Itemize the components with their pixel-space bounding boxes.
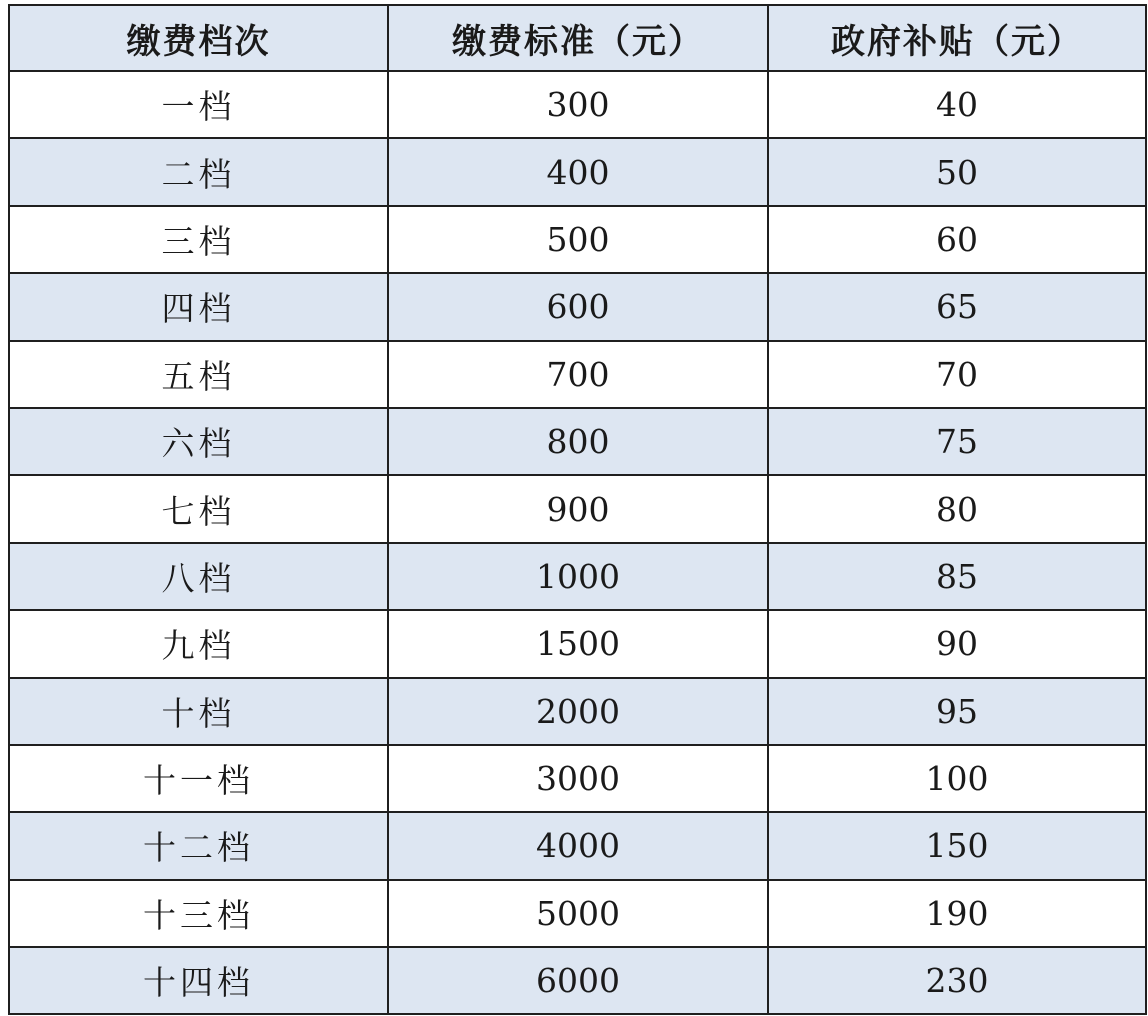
subsidy-cell: 50 — [768, 138, 1146, 205]
subsidy-cell: 100 — [768, 745, 1146, 812]
standard-cell: 600 — [388, 273, 768, 340]
column-header-subsidy: 政府补贴（元） — [768, 5, 1146, 71]
table-row — [9, 341, 1146, 408]
level-cell: 三档 — [9, 206, 388, 273]
standard-cell: 400 — [388, 138, 768, 205]
standard-cell: 5000 — [388, 880, 768, 947]
table-row — [9, 273, 1146, 340]
standard-cell: 900 — [388, 475, 768, 542]
table-row — [9, 138, 1146, 205]
subsidy-cell: 60 — [768, 206, 1146, 273]
subsidy-cell: 95 — [768, 678, 1146, 745]
subsidy-cell: 85 — [768, 543, 1146, 610]
standard-cell: 1500 — [388, 610, 768, 677]
table-container — [8, 4, 1145, 1014]
standard-cell: 700 — [388, 341, 768, 408]
level-cell: 八档 — [9, 543, 388, 610]
level-cell: 十档 — [9, 678, 388, 745]
standard-cell: 6000 — [388, 947, 768, 1014]
subsidy-cell: 40 — [768, 71, 1146, 138]
level-cell: 四档 — [9, 273, 388, 340]
level-cell: 六档 — [9, 408, 388, 475]
level-cell: 九档 — [9, 610, 388, 677]
table-row — [9, 206, 1146, 273]
level-cell: 七档 — [9, 475, 388, 542]
table-row — [9, 745, 1146, 812]
table-row — [9, 408, 1146, 475]
table-header-row — [9, 5, 1146, 71]
standard-cell: 800 — [388, 408, 768, 475]
standard-cell: 3000 — [388, 745, 768, 812]
level-cell: 五档 — [9, 341, 388, 408]
subsidy-cell: 65 — [768, 273, 1146, 340]
subsidy-cell: 150 — [768, 812, 1146, 879]
standard-cell: 4000 — [388, 812, 768, 879]
table-row — [9, 812, 1146, 879]
subsidy-cell: 75 — [768, 408, 1146, 475]
level-cell: 十四档 — [9, 947, 388, 1014]
table-row — [9, 678, 1146, 745]
standard-cell: 1000 — [388, 543, 768, 610]
table-row — [9, 610, 1146, 677]
standard-cell: 500 — [388, 206, 768, 273]
subsidy-cell: 70 — [768, 341, 1146, 408]
level-cell: 十一档 — [9, 745, 388, 812]
subsidy-cell: 80 — [768, 475, 1146, 542]
subsidy-cell: 90 — [768, 610, 1146, 677]
subsidy-cell: 230 — [768, 947, 1146, 1014]
table-row — [9, 543, 1146, 610]
table-row — [9, 947, 1146, 1014]
column-header-standard: 缴费标准（元） — [388, 5, 768, 71]
column-header-level: 缴费档次 — [9, 5, 388, 71]
standard-cell: 2000 — [388, 678, 768, 745]
table-row — [9, 475, 1146, 542]
table-row — [9, 71, 1146, 138]
level-cell: 一档 — [9, 71, 388, 138]
payment-table — [8, 4, 1147, 1015]
level-cell: 十三档 — [9, 880, 388, 947]
table-row — [9, 880, 1146, 947]
standard-cell: 300 — [388, 71, 768, 138]
subsidy-cell: 190 — [768, 880, 1146, 947]
level-cell: 二档 — [9, 138, 388, 205]
level-cell: 十二档 — [9, 812, 388, 879]
